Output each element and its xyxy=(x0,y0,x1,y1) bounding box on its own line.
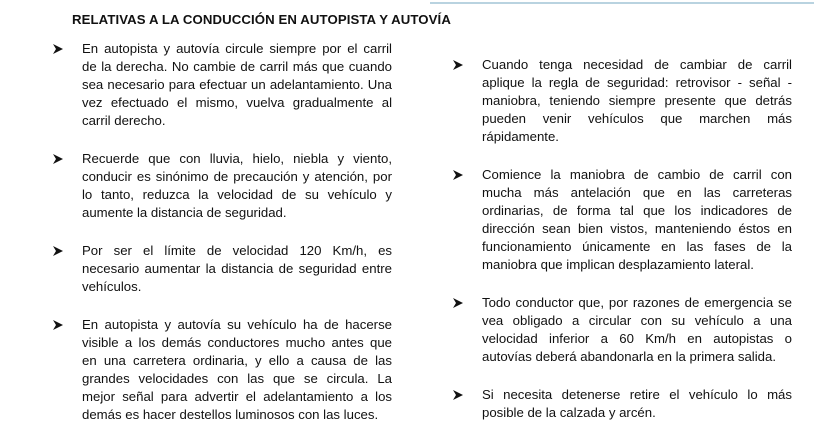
section-title: RELATIVAS A LA CONDUCCIÓN EN AUTOPISTA Y AUTOVÍA xyxy=(72,12,451,27)
list-item-text: Todo conductor que, por razones de emergencia se vea obligado a circular con su vehículo a una velocidad inferior a 60 Km/h en autopistas o autovías deberá abandonarla en la primera salida. xyxy=(482,295,792,364)
list-item xyxy=(52,150,392,222)
left-column xyxy=(52,40,392,424)
list-item-text: Por ser el límite de velocidad 120 Km/h, es necesario aumentar la distancia de seguridad entre vehículos. xyxy=(82,243,392,294)
arrowhead-bullet-icon xyxy=(452,389,464,401)
list-item xyxy=(452,166,792,274)
list-item-text: En autopista y autovía circule siempre por el carril de la derecha. No cambie de carril más que cuando sea necesario para efectuar un adelantamiento. Una vez efectuado el mismo, vuelva gradualmente al carril derecho. xyxy=(82,41,392,128)
list-item-text: Si necesita detenerse retire el vehículo lo más posible de la calzada y arcén. xyxy=(482,387,792,420)
list-item xyxy=(452,294,792,366)
list-item xyxy=(452,56,792,146)
list-item-text: Cuando tenga necesidad de cambiar de carril aplique la regla de seguridad: retrovisor - señal - maniobra, teniendo siempre presente que detrás pueden venir vehículos que marchen más rápidamente. xyxy=(482,57,792,144)
right-column xyxy=(452,56,792,422)
list-item xyxy=(52,242,392,296)
arrowhead-bullet-icon xyxy=(452,297,464,309)
arrowhead-bullet-icon xyxy=(52,153,64,165)
top-divider xyxy=(430,2,814,4)
list-item-text: Comience la maniobra de cambio de carril con mucha más antelación que en las carreteras ordinarias, de forma tal que los indicadores de dirección sean bien vistos, manteniendo éstos en funcionamiento únicamente en las fases de la maniobra que implican desplazamiento lateral. xyxy=(482,167,792,272)
arrowhead-bullet-icon xyxy=(52,43,64,55)
list-item xyxy=(52,40,392,130)
list-item xyxy=(452,386,792,422)
arrowhead-bullet-icon xyxy=(452,59,464,71)
list-item xyxy=(52,316,392,424)
arrowhead-bullet-icon xyxy=(52,245,64,257)
list-item-text: En autopista y autovía su vehículo ha de hacerse visible a los demás conductores mucho antes que en una carretera ordinaria, y ello a causa de las grandes velocidades con las que se circula. La mejor señal para advertir el adelantamiento a los demás es hacer destellos luminosos con las luces. xyxy=(82,317,392,422)
arrowhead-bullet-icon xyxy=(52,319,64,331)
list-item-text: Recuerde que con lluvia, hielo, niebla y viento, conducir es sinónimo de precaución y atención, por lo tanto, reduzca la velocidad de su vehículo y aumente la distancia de seguridad. xyxy=(82,151,392,220)
arrowhead-bullet-icon xyxy=(452,169,464,181)
